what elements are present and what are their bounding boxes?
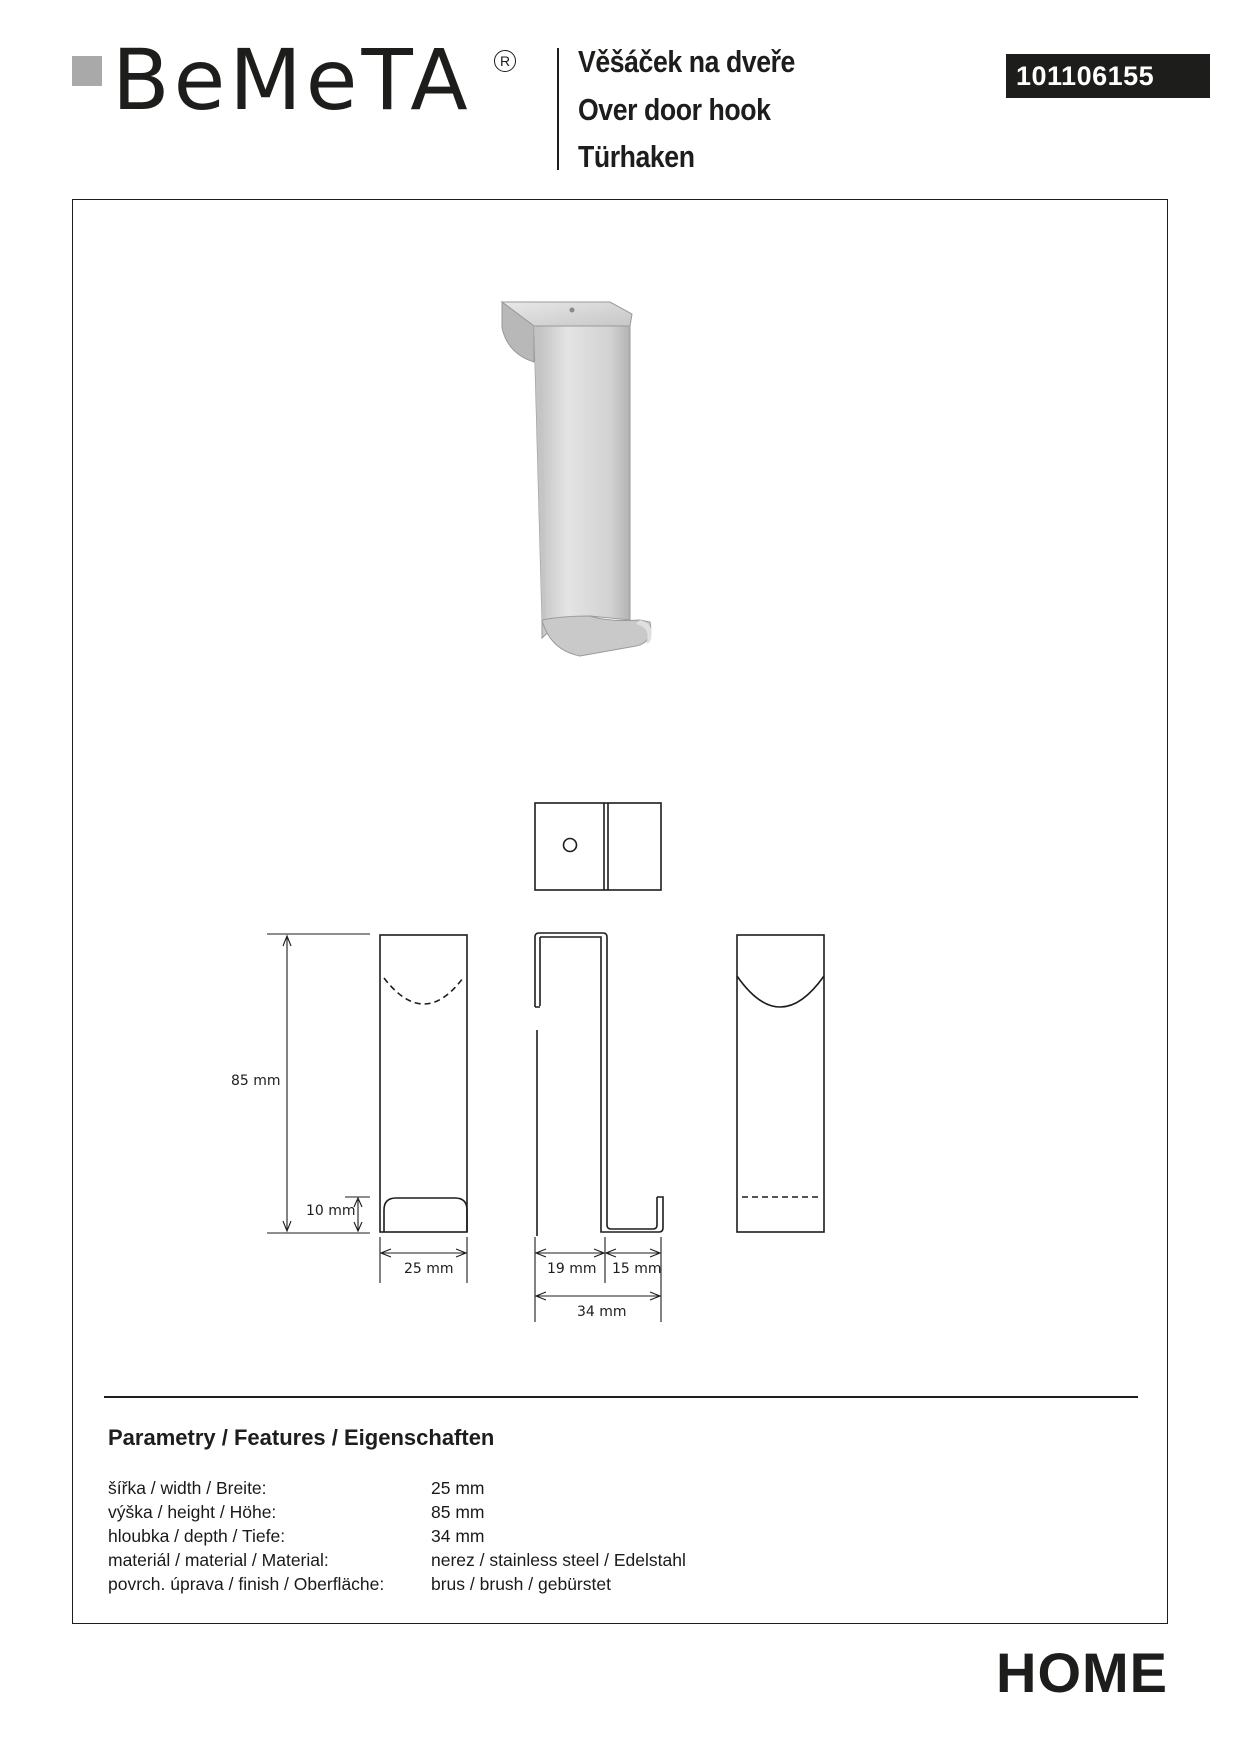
spec-row-width — [108, 1476, 808, 1500]
front-view-drawing — [380, 935, 467, 1232]
dim-label-height: 85 mm — [231, 1073, 281, 1089]
spec-label: povrch. úprava / finish / Oberfläche: — [108, 1574, 385, 1594]
side-view-drawing — [535, 933, 663, 1236]
spec-value: 85 mm — [431, 1502, 485, 1522]
dim-label-depth-b: 15 mm — [612, 1261, 662, 1277]
dim-label-hook-height: 10 mm — [306, 1203, 356, 1219]
dim-label-depth-total: 34 mm — [577, 1304, 627, 1320]
mount-hole-icon — [564, 839, 577, 852]
spec-label: materiál / material / Material: — [108, 1550, 329, 1570]
spec-value: brus / brush / gebürstet — [431, 1574, 611, 1594]
back-view-drawing — [737, 935, 824, 1232]
spec-label: hloubka / depth / Tiefe: — [108, 1526, 286, 1546]
title-german: Türhaken — [578, 139, 695, 174]
registered-mark-icon: R — [494, 50, 516, 72]
spec-label: výška / height / Höhe: — [108, 1502, 277, 1522]
spec-row-finish — [108, 1572, 808, 1596]
spec-value: 25 mm — [431, 1478, 485, 1498]
section-divider — [104, 1396, 1138, 1398]
spec-value: 34 mm — [431, 1526, 485, 1546]
top-view-drawing — [535, 803, 661, 890]
dim-label-width: 25 mm — [404, 1261, 454, 1277]
product-code-badge: 101106155 — [1006, 54, 1210, 98]
spec-row-material — [108, 1548, 808, 1572]
spec-label: šířka / width / Breite: — [108, 1478, 267, 1498]
collection-label: HOME — [996, 1641, 1168, 1704]
title-czech: Věšáček na dveře — [578, 44, 795, 79]
spec-row-height — [108, 1500, 808, 1524]
title-english: Over door hook — [578, 92, 771, 127]
features-heading: Parametry / Features / Eigenschaften — [108, 1425, 495, 1450]
spec-value: nerez / stainless steel / Edelstahl — [431, 1550, 686, 1570]
spec-row-depth — [108, 1524, 808, 1548]
dimension-lines — [267, 934, 661, 1322]
dim-label-depth-a: 19 mm — [547, 1261, 597, 1277]
brand-logo: BeMeTA — [112, 31, 472, 129]
spec-list — [108, 1476, 808, 1596]
